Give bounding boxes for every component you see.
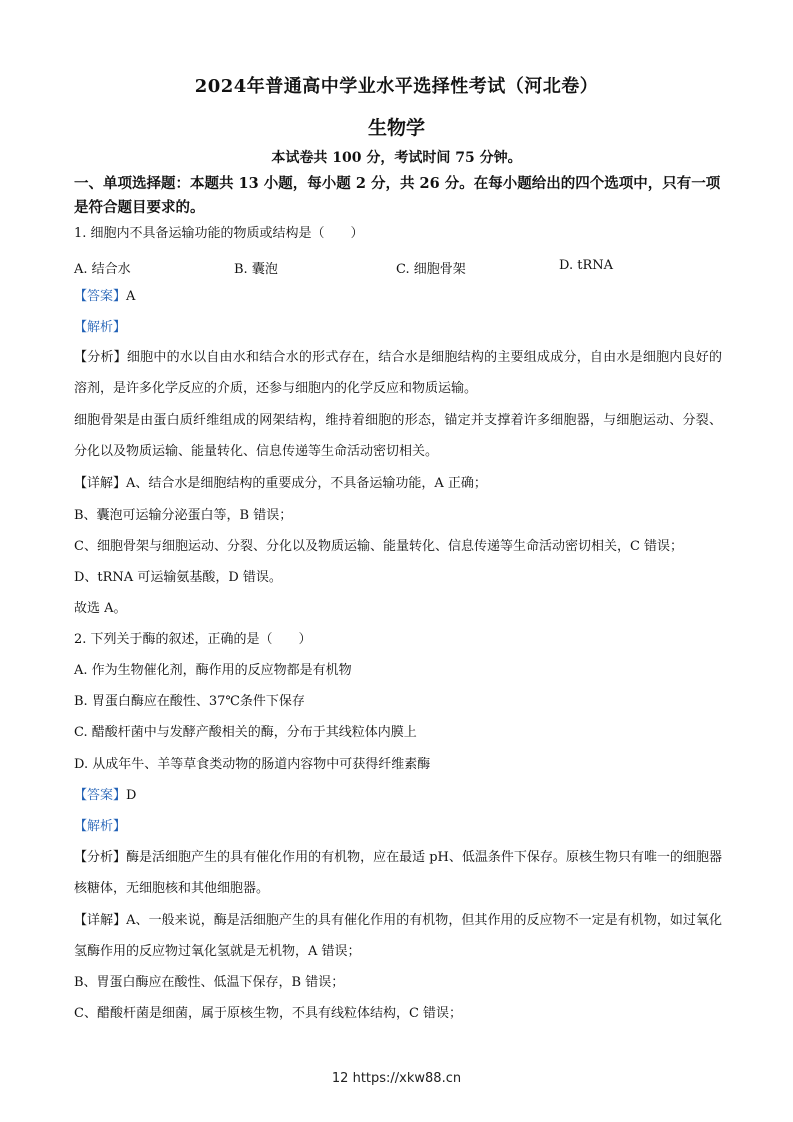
q2-detail-a [74, 905, 722, 967]
q1-option-d: D. tRNA [559, 258, 613, 273]
analysis-tag: 【解析】 [74, 819, 127, 834]
q2-option-c: C. 醋酸杆菌中与发酵产酸相关的酶，分布于其线粒体内膜上 [74, 725, 417, 740]
q1-detail-c: C、细胞骨架与细胞运动、分裂、分化以及物质运输、能量转化、信息传递等生命活动密切相关，C 错误； [74, 539, 684, 554]
q2-option-b: B. 胃蛋白酶应在酸性、37℃条件下保存 [74, 694, 305, 709]
page-title: 2024年普通高中学业水平选择性考试（河北卷） [194, 76, 599, 97]
q1-conclusion: 故选 A。 [74, 601, 127, 616]
q2-detail-b: B、胃蛋白酶应在酸性、低温下保存，B 错误； [74, 975, 345, 990]
analysis-tag: 【解析】 [74, 320, 127, 335]
q1-fenxi-2: 细胞骨架是由蛋白质纤维组成的网架结构，维持着细胞的形态，锚定并支撑着许多细胞器，与细胞运动、分裂、分化以及物质运输、能量转化、信息传递等生命活动密切相关。 [74, 413, 722, 459]
q1-detail-d: D、tRNA 可运输氨基酸，D 错误。 [74, 570, 282, 585]
answer-value: A [126, 289, 136, 304]
q1-answer [74, 288, 135, 306]
q2-option-d: D. 从成年牛、羊等草食类动物的肠道内容物中可获得纤维素酶 [74, 757, 431, 772]
fenxi-text: 细胞中的水以自由水和结合水的形式存在，结合水是细胞结构的主要组成成分，自由水是细胞内良好的溶剂，是许多化学反应的介质，还参与细胞内的化学反应和物质运输。 [74, 350, 722, 396]
page-footer[interactable]: 12 https://xkw88.cn [331, 1071, 462, 1086]
q2-stem: 2. 下列关于酶的叙述，正确的是（ ） [74, 632, 312, 647]
q1-option-c: C. 细胞骨架 [396, 262, 466, 277]
q1-option-b: B. 囊泡 [234, 262, 278, 277]
q2-option-a: A. 作为生物催化剂，酶作用的反应物都是有机物 [74, 663, 352, 678]
section-heading: 一、单项选择题：本题共 13 小题，每小题 2 分，共 26 分。在每小题给出的四个选项中，只有一项是符合题目要求的。 [74, 175, 721, 216]
fenxi-text: 酶是活细胞产生的具有催化作用的有机物，应在最适 pH、低温条件下保存。原核生物只有唯一的细胞器核糖体，无细胞核和其他细胞器。 [74, 850, 722, 896]
q1-analysis-tag [74, 319, 126, 337]
q2-answer [74, 787, 136, 805]
q1-stem: 1. 细胞内不具备运输功能的物质或结构是（ ） [74, 226, 364, 241]
detail-a-text: A、一般来说，酶是活细胞产生的具有催化作用的有机物，但其作用的反应物不一定是有机物，如过氧化氢酶作用的反应物过氧化氢就是无机物，A 错误； [74, 913, 722, 959]
q2-detail-c: C、醋酸杆菌是细菌，属于原核生物，不具有线粒体结构，C 错误； [74, 1006, 463, 1021]
answer-tag: 【答案】 [74, 788, 127, 803]
q1-option-a: A. 结合水 [74, 262, 131, 277]
answer-tag: 【答案】 [74, 289, 127, 304]
xiangjie-tag: 【详解】 [74, 913, 127, 928]
exam-info: 本试卷共 100 分，考试时间 75 分钟。 [271, 150, 522, 166]
fenxi-tag: 【分析】 [74, 850, 127, 865]
q1-fenxi [74, 342, 722, 404]
answer-value: D [126, 788, 137, 803]
xiangjie-tag: 【详解】 [74, 476, 127, 491]
q1-detail-a [74, 475, 487, 493]
fenxi-tag: 【分析】 [74, 350, 127, 365]
subject-title: 生物学 [367, 117, 425, 139]
q2-fenxi [74, 842, 722, 904]
q1-detail-b: B、囊泡可运输分泌蛋白等，B 错误； [74, 508, 293, 523]
detail-a-text: A、结合水是细胞结构的重要成分，不具备运输功能，A 正确； [126, 476, 487, 491]
q2-analysis-tag [74, 818, 126, 836]
